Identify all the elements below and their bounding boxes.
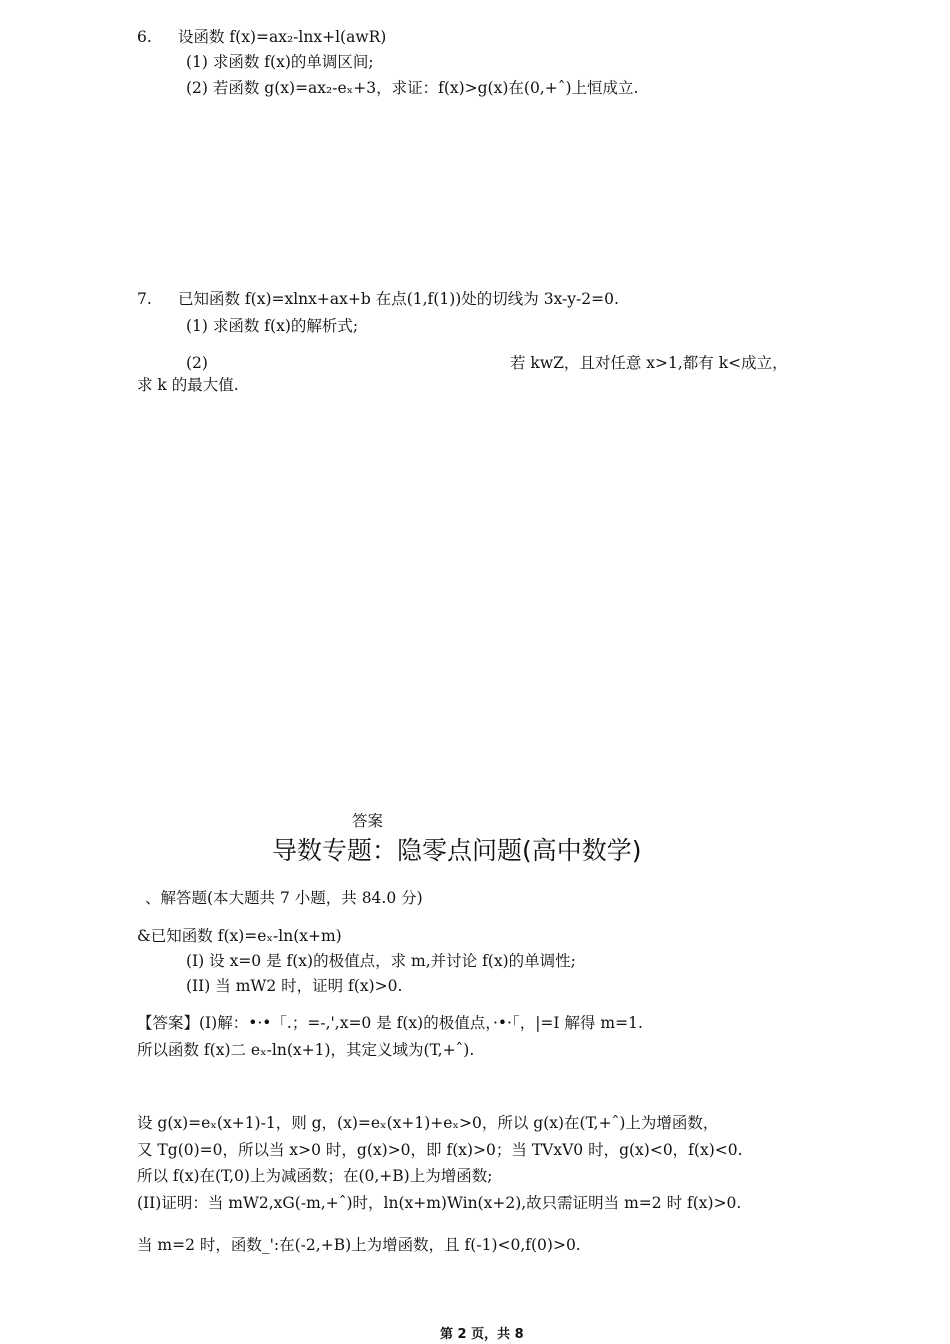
question-7-part-2-continuation: 求 k 的最大值. (137, 376, 239, 394)
answer-line-2: 所以函数 f(x)二 eₓ-ln(x+1)，其定义域为(T,+ˆ). (137, 1041, 475, 1059)
question-7-part-2-text: 若 kwZ，且对任意 x>1,都有 k<成立， (510, 354, 788, 372)
page-number-footer: 第 2 页，共 8 (440, 1327, 524, 1342)
answer-question-stem: &已知函数 f(x)=eₓ-ln(x+m) (137, 927, 342, 945)
section-heading: 、解答题(本大题共 7 小题，共 84.0 分) (145, 889, 423, 907)
question-7-part-1: (1) 求函数 f(x)的解析式; (186, 317, 359, 335)
question-6-part-1: (1) 求函数 f(x)的单调区间; (186, 53, 374, 71)
page-title: 导数专题：隐零点问题(高中数学) (272, 836, 642, 865)
answer-question-part-1: (I) 设 x=0 是 f(x)的极值点，求 m,并讨论 f(x)的单调性; (186, 952, 576, 970)
question-7-stem: 已知函数 f(x)=xlnx+ax+b 在点(1,f(1))处的切线为 3x-y-2=0. (178, 290, 619, 308)
answer-question-part-2: (II) 当 mW2 时，证明 f(x)>0. (186, 977, 403, 995)
answer-line-6: (II)证明：当 mW2,xG(-m,+ˆ)时，ln(x+m)Win(x+2),故只需证明当 m=2 时 f(x)>0. (137, 1194, 742, 1212)
question-7-part-2-label: (2) (186, 354, 208, 372)
answer-line-5: 所以 f(x)在(T,0)上为减函数；在(0,+B)上为增函数; (137, 1167, 493, 1185)
answer-line-7: 当 m=2 时，函数_':在(-2,+B)上为增函数，且 f(-1)<0,f(0)>0. (137, 1236, 581, 1254)
answer-heading: 答案 (352, 812, 384, 830)
question-6-part-2: (2) 若函数 g(x)=ax₂-eₓ+3，求证：f(x)>g(x)在(0,+ˆ)上恒成立. (186, 79, 639, 97)
answer-line-3: 设 g(x)=eₓ(x+1)-1，则 g，(x)=eₓ(x+1)+eₓ>0，所以 g(x)在(T,+ˆ)上为增函数， (137, 1114, 719, 1132)
question-6-stem: 设函数 f(x)=ax₂-lnx+l(awR) (178, 28, 387, 46)
answer-line-1: 【答案】(I)解：•·•「.；=-,',x=0 是 f(x)的极值点，·•·「，|=I 解得 m=1. (137, 1014, 643, 1032)
question-7-number: 7. (137, 290, 152, 308)
answer-line-4: 又 Tg(0)=0，所以当 x>0 时，g(x)>0，即 f(x)>0；当 TVxV0 时，g(x)<0，f(x)<0. (137, 1141, 743, 1159)
question-6-number: 6. (137, 28, 152, 46)
